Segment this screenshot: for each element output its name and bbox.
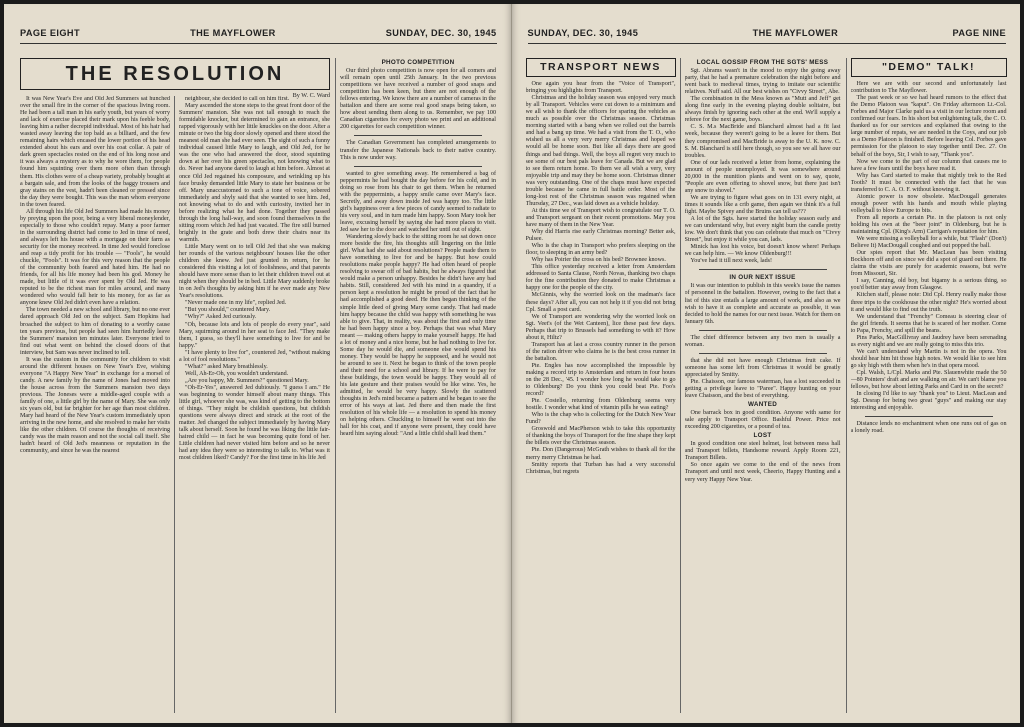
paragraph: Well, Ah-Er-Oh, you wouldn't understand. [185,370,289,377]
paragraph: Wandering slowly back to the sitting room he sat down once more beside the fire, his thoughts still lingering on the little girl. What had she said about resolutions? People made them to have something to live for and be happy. But how could resolutions make people happy? He had often heard of people resolving to swear off of bad habits, but he always figured that would make a person unhappy. Besides he didn't have any bad habits. Still, considered Jed with his mind in a quandry, if a person kept a resolution he might be proud of the fact that he had accomplished a good deed. He then began thinking of the simple little deed of giving Mary some candy. That had made him happy because the child was happy with something he was able to give. That, in reality, was about the first and only time he had been happy since a boy. Perhaps that was what Mary meant — making others happy to make yourself happy. He had a lot of money and a nice home, but he had nothing to live for. Some day he would die, and someone else would spend his money. They would be happy he supposed, and he would not be around to see it. Next he began to think of the town people and their need for a school and library. If he were to pay for these buildings, the town would be happy. They would all of his late gesture and their praises would be like wine. Yes, he admitted, he would be very happy. Slowly the scattered thoughts in Jed's mind became a pattern and he began to see the error of his ways at last. Jed there and then made the first resolution of his whole life — a resolution to spend his money on helping others. Chuckling to himself he went out into the hall for his coat, and if anyone were present, they could have heard him saying aloud: "And a little child shall lead them." [340,234,496,438]
paragraph: Smitty reports that Turban has had a very successful Christmas, but regrets [525,461,676,475]
paragraph: It was the custom in the community for children to visit around the different houses on New Year's Eve, wishing everyone "A Happy New Year" in exchange for a morsel of candy. A new family by the name of Jones had moved into the house across from the Summers mansion two days previous. The Joneses were a middle-aged couple with a family of one, a little girl by the name of Mary. She was only six years old, but far brighter for her age than most children. Mary had heard of the New Year's custom immediately upon arriving in the new home, and she resolved to make her visits like the other children. Of course the thoughts of receiving candy was the main reason and not the social call itself. She hadn't heard of Old Jed's meanness or reputation in the community, and since he was the nearest [20,356,170,455]
photo-competition-heading: PHOTO COMPETITION [381,59,455,66]
paragraph: Who is the chap who is collecting for the Dutch New Year Fund? [525,412,676,426]
paragraph: Atomic power is now obsolete. MacDougall generates enough power with his hands and mouth while playing volleyball to blow Europe to bits. [850,193,1007,214]
demo-talk-column [851,58,1007,715]
next-issue-heading: IN OUR NEXT ISSUE [729,274,796,282]
page-nine [512,4,1021,723]
wanted-text: One barrack box in good condition. Anyone with same for sale apply to Transport Office. Bashful Power. Price not exceeding 200 cigarettes, or a pound of tea. [684,410,841,431]
paragraph: Transport has at last a cross country runner in the person of the ration driver who claims he is the best cross runner in the battalion. [525,341,676,362]
paragraph: So once again we come to the end of the news from Transport and until next week, Cheerio, Happy Hunting and a very very Happy New Year. [684,462,841,483]
page-header-right [528,26,1007,44]
paragraph: I say, Canning, old boy, but bigamy is a serious thing, so you'd better stay away from Glasgow. [850,278,1007,292]
gossip-column [685,58,841,715]
paragraph: Pte. Costello, returning from Oldenburg seems very hostile. I wonder what kind of vitamin pills he was eating? [525,398,676,412]
paragraph: We understand that "Frenchy" Comeau is steering clear of the girl friends. It seems that he is scared of her mother. Come to Papa, Frenchy, and spill the beans. [850,313,1007,334]
paragraph: "What?" asked Mary breathlessly. [185,363,268,370]
paragraph: that she did not have enough Christmas fruit cake. If someone has some left from Christmas it would be greatly appreciated by Smitty. [684,357,841,378]
paragraph: We can't understand why Martin is not in the opera. You should hear him hit those high notes. We would like to see him go sky high with them when he's in that opera mood. [850,348,1007,369]
paragraph: All through his life Old Jed Summers had made his money by preying upon the poor, being a very liberal moneylender, especially to those who couldn't repay. Many a poor farmer in the surrounding district had come to Jed in time of need, and always left his house with a mortgage on their farm as security for the money received. In time Jed would foreclose and reap a tidy profit for his trouble — "Fools", he would chuckle, "Fools". It was for this very reason that the people of the community both feared and hated him. He had no friends, for all his life money had been his god. Money he made, but little of it was ever spent by Old Jed. He was reputed to be the richest man for miles around, and many wondered who would fall heir to his money, for as far as anyone knew Old Jed didn't even have a relation. [20,208,170,307]
paragraph: Christmas and the holiday season was enjoyed very much by all Transport. Vehicles were cut down to a minimum and we all wish to thank the officers for sparing the vehicles as much as possible over the Christmas season. Christmas morning started with a bang when we rolled out the barrels and had a bang up time. We had a visit from the T. O., who wished us all a very very merry Christmas and hoped we would all be home soon. But like all days there are good things and bad things. Well, the boys all regret very much to see some of our best pals leave for Canada. But we are glad to see them return home. To them we all wish a very, very enjoyable trip and may they be home soon. Christmas dinner was very outstanding. One of the chaps must have expected trouble because he came in full battle order. Most of the long-lost rest of the Christmas season was regained when Thursday, 27 Dec., was laid down as a vehicle holiday. [525,95,676,207]
paragraph: Here we are with our second and unfortunately last contribution to The Mayflower. [850,81,1007,95]
photo-competition-text: Our third photo competition is now open for all comers and will remain open until 25th January. In the two previous competitions we have received a number of good snaps and competition has been keen, but there are not enough of the fellows entering. We know there are a number of cameras in the battalion and there are some real good snaps being taken, so how about sending them along to us. Remember, we pay 100 Canadian cigarettes for every photo we print and an additional 200 cigarettes for each competition winner. [340,68,496,131]
paragraph: The town needed a new school and library, but no one ever dared approach Old Jed on the subject. Sam Hopkins had broached the subject to him of donating to a worthy cause ten years previous, but people had seen him hurriedly leave the Summers' mansion ten minutes later. Everyone tried to find out what went on behind the closed doors of that interview, but Sam was never inclined to tell. [20,307,170,356]
paragraph: "Why?" Asked Jed curiously. [185,314,257,321]
paragraph: „Are you happy, Mr. Summers?" questioned Mary. [185,377,309,384]
transport-column [526,58,676,715]
paragraph: We of Transport are wondering why the worried look on Sgt. Veet's (of the Wet Canteen), lice these past few days. Perhaps that trip to Brussels had something to with it? How about it, Hiltz? [525,313,676,341]
paper-name: THE MAYFLOWER [752,28,839,38]
lost-text: In good condition one steel helmet, lost between mess hall and Transport billets, Handsome reward. Apply Room 221, Transport Billets. [684,441,841,462]
paragraph: Pins Parks, MacGillivray and Jaudrey have been serenading us every night and we are really going to miss this trio. [850,334,1007,348]
paragraph: wanted to give something away. He remembered a bag of peppermints he had bought the day before for his cold, and in doing so rose from his chair to get them. When he returned with the peppermints, a happy smile came over Mary's face. Secretly, and away down inside Jed was happy too. The little girl's happiness over a few pieces of candy seemed to radiate to his very soul, and in turn made him happy. Soon Mary took her leave, excusing herself by saying she had more places to visit. Jed saw her to the door and watched her until out of sight. [340,170,496,233]
next-issue-text: It was our intention to publish in this week's issue the names of personnel in the battalion. However, owing to the fact that a list of this size entails a large amount of work, and also as we wish to have it as complete and accurate as possible, it was decided to hold the names for our next issue. Watch for them on January 6th. [684,283,841,325]
column-3-left [340,58,496,715]
paragraph: "I have plenty to live for", countered Jed, "without making a lot of fool resolutions." [179,349,330,363]
paragraph: We were missing a volleyball for a while, but "Flash" (Don't) Believe It) MacDougall coughed and out popped the ball. [850,236,1007,250]
lost-heading: LOST [753,432,772,440]
resolution-column-1 [20,96,170,715]
paragraph: A lot of the Sgts. have started the holiday season early and we can understand why, but every night burn the candle pretty low. We don't think that you can celebrate that much on "Civvy Street", but enjoy it while you can, lads. [684,216,841,244]
paragraph: Why did Harris rise early Christmas morning? Better ask, Pulsee. [525,229,676,243]
divider [354,166,482,167]
paragraph: You've had it till next week, lads! [690,258,773,265]
paragraph: "But you should," countered Mary. [185,307,271,314]
paragraph: McGinnis, why the worried look on the madman's face these days? After all, you can not help it if you did not bring Cpl. Small a post card. [525,292,676,313]
column-rule [680,58,681,713]
paragraph: From all reports a certain Pte. in the platoon is not only holding his own at the "beer joint" in Oldenburg, but he is maintaining Cpl. (King's Arm) Carrigan's reputation for him. [850,214,1007,236]
paragraph: At this time we of Transport wish to congratulate our T. O. and Transport sergeant on their recent promotions. May you have many of them in the New Year. [525,207,676,228]
paragraph: "Oh, because lots and lots of people do every year", said Mary, squirming around in her seat to face Jed. "They make them, I guess, so they'll have something to live for and be happy." [179,321,330,349]
transport-news-title: TRANSPORT NEWS [526,58,676,77]
paragraph: C. S. M.s MacBride and Blanchard almost had a fit last week, because they weren't going to be a leave for them. But they compromised and MacBride is away to the U. K. now. C. S. M. Blanchard is still here though, so you see we all have our troubles. [684,124,841,159]
paragraph: Minick has lost his voice, but doesn't know where! Perhaps we can help him. — We know Oldenburg!!! [684,244,841,258]
divider [699,353,827,354]
divider [354,135,482,136]
paragraph: It was New Year's Eve and Old Jed Summers sat hunched over the small fire in the corner of the spacious living room. He had been a tall man in his early youth, but years of worry and lack of exercise placed their mark upon his feeble body, leaving him a rather decrepid individual. Most of his hair had wasted away leaving the top bald as a billiard, and the few remaining hairs which encased the lower portion of his head extended about his ears and over his coat collar. A pair of dark green spectacles rested on the end of his long nose and it was always a mystery as to why he wore them, for people found him squinting over them more often than through them. His clothes were of a cheap variety, probably bought at a bargain sale, and from the looks of the baggy trousers and gray stains on the vest, hadn't been cleaned or pressed since the day they were bought. This was the man whom everyone in the town feared. [20,96,170,208]
byline: By W. C. Ward [292,92,330,99]
divider [699,330,827,331]
paragraph: Pte. Chaisson, our famous waterman, has a lost succeeded in getting a privilege leave to "Paree". Happy hunting on your leave Chaisson, and the best of everything. [684,378,841,400]
wanted-heading: WANTED [747,401,778,409]
issue-date: SUNDAY, DEC. 30, 1945 [527,28,639,38]
paragraph: "Never made one in my life", replied Jed. [185,300,287,307]
paragraph: This office yesterday received a letter from Amsterdam addressed to Santa Clause, North Novas, thanking two chaps for the fine contribution they donated to make Christmas a happy one for the people of the city. [525,264,676,292]
paragraph: In closing I'd like to say "thank you" to Lieut. MacLean and Sgt. Desrap for being two great "guys" and making our stay interesting and enjoyable. [850,391,1007,412]
paragraph: We are trying to figure what goes on in 131 every night, at times it sounds like a crib game, then again we think it's a full fight. Maybe Spivey and the Bruins can tell us??? [684,194,841,215]
paragraph: Who is the chap in Transport who prefers sleeping on the floor, to sleeping in an army bed? [525,243,676,257]
paragraph: The past week or so we had heard rumors to the effect that the Demo Platoon was "kaput". On Friday afternoon Lt.-Col. Forbes and Major Clarke paid us a visit in our lecture room and confirmed our fears. In his short but enlightening talk, the C. O. thanked us for our services and explained that owing to the large number of repats, we are needed in the Coys, and our job as a Demo Platoon is finished. Before leaving Col. Forbes gave permission for the platoon to stay together until Dec. 27. On behalf of the boys, Sir, I wish to say, "Thank you". [850,95,1007,158]
paragraph: Little Mary went on to tell Old Jed that she was making her rounds of the various neighbours' houses like the other children she knew. Jed just grunted in return, for he considered this visiting a lot of foolishness, and that parents should have more sense than to let their children travel out at night when they should be in bed. Little Mary suddenly broke in on Jed's thoughts by asking him if he ever made any New Year's resolutions. [179,243,330,300]
local-gossip-heading: LOCAL GOSSIP FROM THE SGTS' MESS [696,59,829,66]
paragraph: Why has Poirier the cross on his bed? Brownee knows. [531,257,666,264]
column-rule [846,58,847,713]
canada-news: The Canadian Government has completed arrangements to transfer the Japanese Nationals back to their native country. This is now under way. [340,140,496,161]
paragraph: One of our lads received a letter from home, explaining the amount of people unemployed. It was somewhere around 20,000 in the munition plants and went on to say, quote, "People are even offering to shovel snow, but there just isn't any snow to shovel." [684,159,841,194]
demo-talk-title: "DEMO" TALK! [851,58,1007,77]
column-rule [335,58,336,713]
paragraph: One again you hear from the "Voice of Transport", bringing you highlights from Transport. [525,81,676,95]
newspaper-spread [4,4,1020,723]
column-rule [174,96,175,713]
paragraph: The combination in the Mess known as "Mutt and Jeff" get along fine early in the evening playing double solitaire, but always finish by ignoring each other at the end. We'll supply a referee for the next game, boys. [684,96,841,124]
paragraph: Groswold and MacPherson wish to take this opportunity of thanking the boys of Transport for the fine shape they kept the billets over the Christmas season. [525,426,676,447]
difference-quote: The chief difference between any two men is usually a woman. [684,334,841,348]
paragraph: Our spies report that Mr. MacLean has been visiting Bockhorn off and on since we did a spot of guard out there. He claims the visits are purely for academic reasons, but we're from Missouri, Sir. [850,250,1007,278]
page-header-left [20,26,497,44]
paragraph: "Oh-Er-Yes", answered Jed dubiously. "I guess I am." He was beginning to wonder himself about many things. This little girl, whoever she was, was kind of getting to the bottom of things. "They might be childish questions, but childish questions were always direct and struck at the root of the matter. Jed changed the subject immediately by having Mary talk about herself. Soon he found he was liking the little fair-haired child — in fact he was becoming quite fond of her. Little children had never visited him before and so he never had any idea they were so interesting to talk to. What was it most children liked? Candy? For the first time in his life Jed [179,384,330,462]
paragraph: Pte. Don (Dangerous) McGrath wishes to thank all for the merry merry Christmas he had. [525,447,676,461]
paragraph: Sgt. Abrams wasn't in the mood to enjoy the going away party, that he had a premature celebration the night before and went back to medieval times, trying to imitate our scientific relatives. Nuff said. All our best wishes on "Civvy Street", Abe. [684,68,841,96]
resolution-column-2 [179,96,330,715]
paragraph: Why has Card started to make that nightly trek to the Red Tooth? It must be connected with the fact that he was transferred to C. A. O. F. without knowing it. [850,172,1007,193]
page-number: PAGE EIGHT [20,28,80,38]
paragraph: Mary ascended the stone steps to the great front door of the Summers' mansion. She was not tall enough to reach the formidable knocker, but determined to gain an entrance, she rapped vigorously with her little knuckles on the door. After a minute or two the big door slowly opened and there stood the meanest old man she had ever seen. The sight of such a funny individual caused little Mary to laugh, and Old Jed, for he was the one who had answered the door, stood squinting down at her over his green spectacles, not knowing what to do. Never had anyone dared to laugh at him before. Almost at once Old Jed regained his composure, and wrinkling up his face brusky demanded little Mary to state her business or be off. Mary unaccustomed to such a tone of voice, sobered immediately and shyly said that she wanted to see him. Jed, not knowing what to do and with curiosity, invited her in before realizing what he had done. Together they passed through the long hall-way, and soon found themselves in the sitting room which Jed had just vacated. The fire still burned brightly in the grate and both drew their chairs near its warmth. [179,103,330,243]
paragraph: Now we come to the part of our column that causes me to have a few fears until the boys have read it. [850,158,1007,172]
paper-name: THE MAYFLOWER [190,28,276,38]
distance-quote: Distance lends no enchantment when one runs out of gas on a lonely road. [850,421,1007,435]
page-eight [4,4,512,723]
page-number: PAGE NINE [952,28,1006,38]
divider [699,269,827,270]
story-title: THE RESOLUTION [20,58,330,90]
paragraph: Cpl. Walsh, L/Cpl. Marks and Pte. Slauenwhite made the 50—80 Pointers' draft and are walking on air. We can't blame you fellows, but how about letting Parks and Card in on the secret? [850,369,1007,391]
paragraph: Kitchen staff, please note: Did Cpl. Henry really make those three trips to the cookhouse the other night? He's worried about it and would like to find out the truth. [850,292,1007,313]
paragraph: Pte. Engles has now accomplished the impossible by making a record trip to Amsterdam and return in four hours on the 28 Dec., '45. I wonder how long he would take to go to Oldenburg? Do you think you could beat Pte. Foo's record? [525,362,676,398]
issue-date: SUNDAY, DEC. 30, 1945 [385,28,497,38]
divider [865,416,993,417]
paragraph: neighbour, she decided to call on him first. [185,96,290,102]
